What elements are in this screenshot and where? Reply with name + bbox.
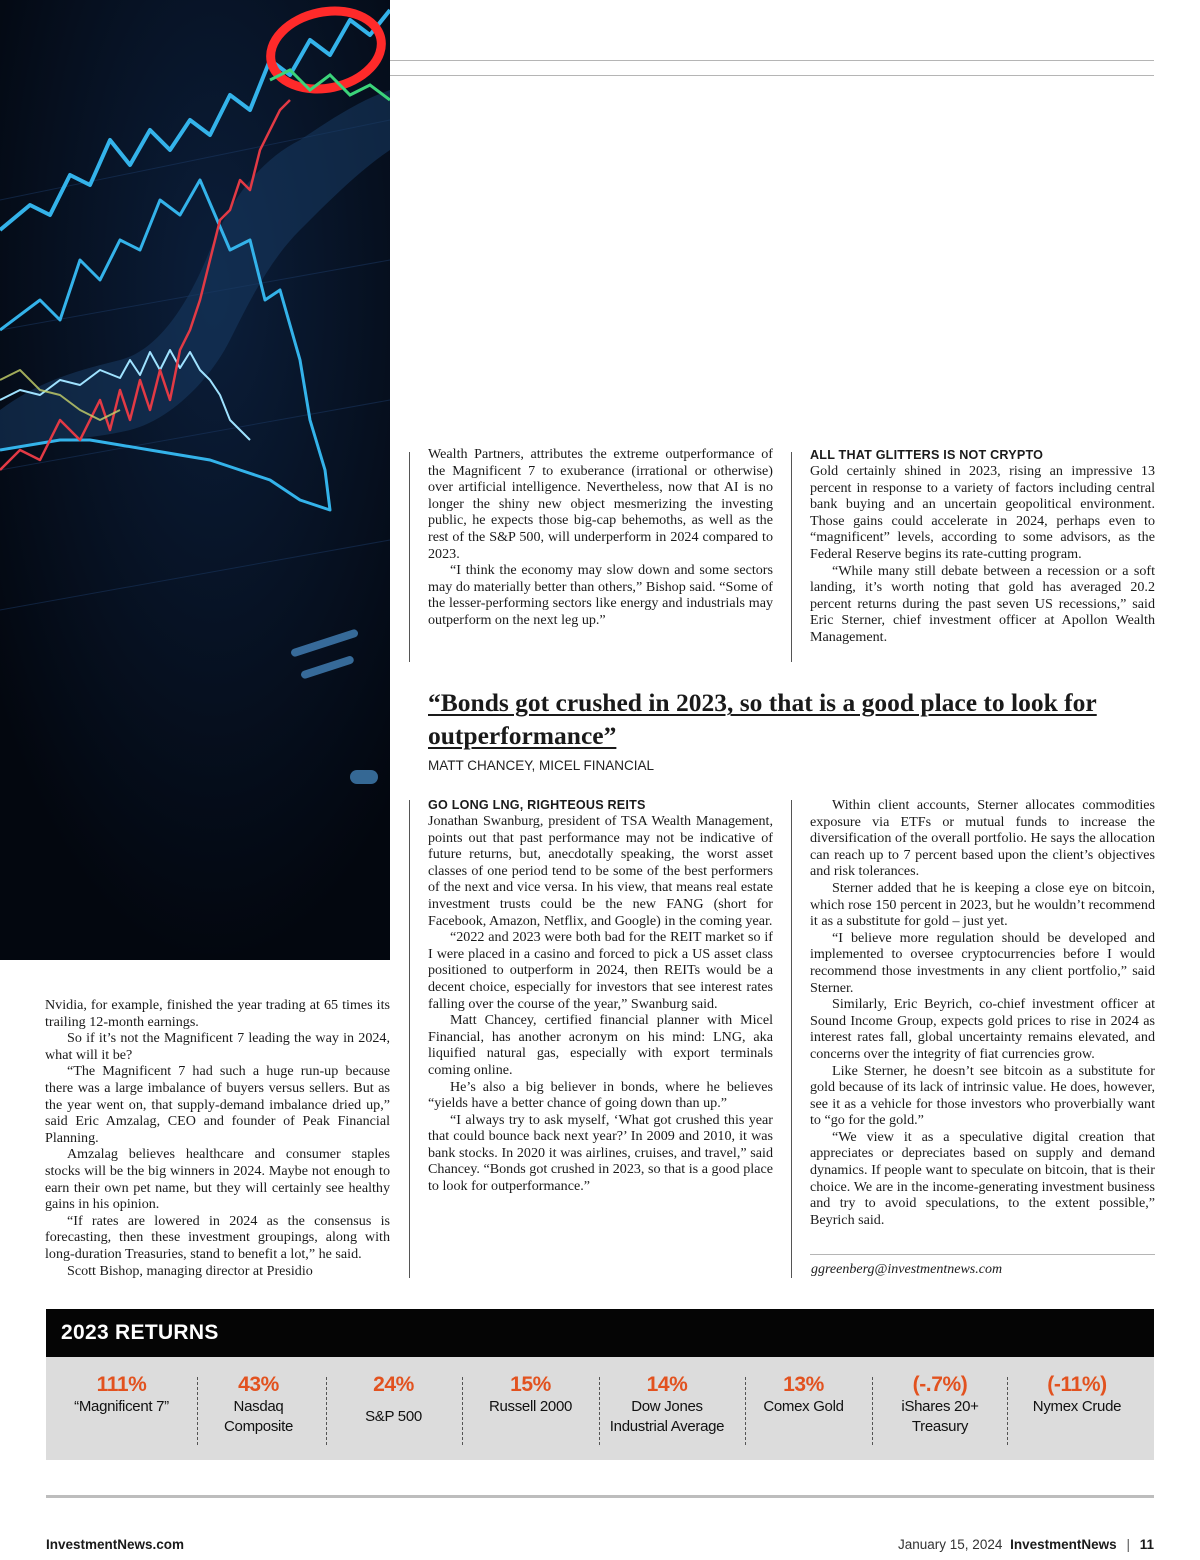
paragraph: He’s also a big believer in bonds, where he believes “yields have a better chance of going down than up.”	[428, 1078, 773, 1112]
footer-separator: |	[1126, 1537, 1130, 1552]
paragraph: “I think the economy may slow down and some sectors may do materially better than others,” Bishop said. “Some of the lesser-performing sectors like energy and industrials may outperform on the next leg up.”	[428, 562, 773, 628]
paragraph: Gold certainly shined in 2023, rising an impressive 13 percent in response to a variety of factors including central bank buying and an uncertain geopolitical environment. Those gains could accelerate in 2024, perhaps even to “magnificent” levels, according to some advisors, as the Federal Reserve begins its rate-cutting program.	[810, 463, 1155, 562]
return-value: 13%	[783, 1373, 824, 1396]
column-mid-top	[428, 446, 773, 629]
return-item	[884, 1373, 996, 1437]
column-divider	[409, 452, 410, 662]
return-item	[468, 1373, 593, 1417]
section-heading: ALL THAT GLITTERS IS NOT CRYPTO	[810, 448, 1044, 462]
returns-divider	[326, 1377, 327, 1445]
column-right-top	[810, 447, 1155, 646]
paragraph: Similarly, Eric Beyrich, co-chief investment officer at Sound Income Group, expects gold prices to rise in 2024 as interest rates fall, global uncertainty remains elevated, and concerns over the integrity of fiat currencies grow.	[810, 996, 1155, 1062]
paragraph: So if it’s not the Magnificent 7 leading the way in 2024, what will it be?	[45, 1030, 390, 1063]
returns-divider	[462, 1377, 463, 1445]
paragraph: “We view it as a speculative digital creation that appreciates or depreciates based on supply and demand dynamics. If people want to speculate on bitcoin, that is their choice. We are in the income-generating investment business and try to avoid speculations, to the extent possible,” Beyrich said.	[810, 1128, 1155, 1228]
pull-quote	[428, 686, 1158, 773]
footer-date: January 15, 2024	[898, 1537, 1003, 1552]
returns-divider	[197, 1377, 198, 1445]
returns-divider	[872, 1377, 873, 1445]
return-value: 43%	[238, 1373, 279, 1396]
footer-site: InvestmentNews.com	[46, 1537, 185, 1552]
returns-divider	[599, 1377, 600, 1445]
stock-chart-illustration	[0, 0, 390, 960]
footer-right	[898, 1537, 1154, 1552]
paragraph: Sterner added that he is keeping a close eye on bitcoin, which rose 150 percent in 2023, but he wouldn’t recommend it as a substitute for gold – just yet.	[810, 879, 1155, 930]
return-label: Dow Jones Industrial Average	[609, 1398, 725, 1435]
returns-divider	[745, 1377, 746, 1445]
return-value: (-11%)	[1047, 1373, 1107, 1396]
section-heading: GO LONG LNG, RIGHTEOUS REITS	[428, 798, 646, 812]
email-rule	[810, 1254, 1155, 1255]
return-item	[602, 1373, 732, 1437]
paragraph: Wealth Partners, attributes the extreme outperformance of the Magnificent 7 to exuberance (irrational or otherwise) over artificial intelligence. Nevertheless, now that AI is no longer the shiny new object mesmerizing the investing public, he expects those big-cap behemoths, as well as the rest of the S&P 500, will underperform in 2024 compared to 2023.	[428, 446, 773, 562]
pull-quote-text: “Bonds got crushed in 2023, so that is a good place to look for outperformance”	[428, 688, 1097, 750]
return-item	[751, 1373, 856, 1417]
return-value: 111%	[96, 1373, 147, 1396]
paragraph: “If rates are lowered in 2024 as the consensus is forecasting, then these investment groupings, along with long-duration Treasuries, stand to benefit a lot,” he said.	[45, 1212, 390, 1262]
column-divider	[791, 800, 792, 1278]
page-number: 11	[1139, 1537, 1154, 1552]
paragraph: Matt Chancey, certified financial planner with Micel Financial, has another acronym on his mind: LNG, aka liquified natural gas, especially with export terminals coming online.	[428, 1012, 773, 1078]
paragraph: Scott Bishop, managing director at Presidio	[67, 1262, 313, 1279]
returns-divider	[1007, 1377, 1008, 1445]
footer-rule	[46, 1495, 1154, 1498]
paragraph: “While many still debate between a recession or a soft landing, it’s worth noting that gold has averaged 20.2 percent returns during the past seven US recessions,” said Eric Sterner, chief investment officer at Apollon Wealth Management.	[810, 562, 1155, 645]
return-label: “Magnificent 7”	[74, 1398, 169, 1415]
return-item	[331, 1373, 456, 1427]
paragraph: Jonathan Swanburg, president of TSA Wealth Management, points out that past performance may not be indicative of future returns, but, anecdotally speaking, the worst asset classes of one period tend to be some of the best performers of the next and vice versa. In his view, that means real estate investment trusts could be the new FANG (short for Facebook, Amazon, Netflix, and Google) in the coming year.	[428, 813, 773, 929]
return-label: iShares 20+ Treasury	[901, 1398, 979, 1435]
return-label: Comex Gold	[763, 1398, 844, 1415]
return-label: Nymex Crude	[1032, 1398, 1122, 1415]
return-label: S&P 500	[365, 1408, 422, 1425]
return-item	[206, 1373, 311, 1437]
paragraph: Nvidia, for example, finished the year trading at 65 times its trailing 12-month earnings.	[45, 997, 390, 1030]
footer-publication: InvestmentNews	[1010, 1537, 1117, 1552]
paragraph: “I always try to ask myself, ‘What got crushed this year that could bounce back next year?’ In 2009 and 2010, it was bank stocks. In 2020 it was airlines, cruises, and travel,” said Chancey. “Bonds got crushed in 2023, so that is a good place to look for outperformance.”	[428, 1111, 773, 1195]
return-value: 14%	[646, 1373, 688, 1396]
pull-quote-attribution: MATT CHANCEY, MICEL FINANCIAL	[428, 758, 655, 773]
returns-title: 2023 RETURNS	[46, 1309, 1154, 1357]
return-value: 24%	[373, 1373, 414, 1396]
paragraph: Like Sterner, he doesn’t see bitcoin as a substitute for gold because of its lack of intrinsic value. He does, however, see it as a vehicle for those investors who proverbially want to “go for the gold.”	[810, 1062, 1155, 1129]
paragraph: “2022 and 2023 were both bad for the REIT market so if I were placed in a casino and forced to pick a US asset class positioned to outperform in 2024, then REITs would be a decent choice, especially for investors that see interest rates falling over the course of the year,” Swanburg said.	[428, 929, 773, 1012]
author-email: ggreenberg@investmentnews.com	[811, 1262, 1003, 1277]
column-left	[45, 997, 390, 1279]
return-label: Russell 2000	[488, 1398, 573, 1415]
paragraph: “I believe more regulation should be developed and implemented to oversee cryptocurrencies before I would recommend those investments in any client portfolio,” said Sterner.	[810, 929, 1155, 996]
return-item	[54, 1373, 189, 1417]
returns-box	[46, 1309, 1154, 1460]
column-right-bottom	[810, 797, 1155, 1228]
paragraph: Amzalag believes healthcare and consumer staples stocks will be the big winners in 2024. Maybe not enough to earn their own pet name, but they will certainly see healthy gains in his opinion.	[45, 1146, 390, 1213]
stock-chart-photo	[0, 0, 390, 960]
return-item	[1021, 1373, 1133, 1417]
paragraph: “The Magnificent 7 had such a huge run-up because there was a large imbalance of buyers versus sellers. But as the year went on, that supply-demand imbalance dried up,” said Eric Amzalag, CEO and founder of Peak Financial Planning.	[45, 1063, 390, 1146]
column-divider	[409, 800, 410, 1278]
paragraph: Within client accounts, Sterner allocates commodities exposure via ETFs or mutual funds to increase the diversification of the overall portfolio. He says the allocation can reach up to 7 percent based upon the client’s objectives and risk tolerances.	[810, 797, 1155, 880]
return-value: (-.7%)	[912, 1373, 968, 1396]
column-mid-bottom	[428, 797, 773, 1195]
return-value: 15%	[510, 1373, 551, 1396]
returns-row	[46, 1357, 1154, 1460]
return-label: Nasdaq Composite	[224, 1398, 293, 1435]
column-divider	[791, 452, 792, 662]
